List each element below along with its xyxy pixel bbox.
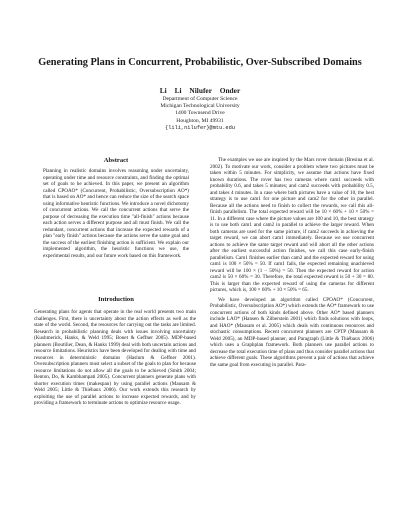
affiliation-city: Houghton, MI 49931 bbox=[176, 117, 224, 124]
algorithm-paragraph: We have developed an algorithm called CPOAO* (Concurrent, Probabilistic, Oversubscription AO*) which extends the AO* framework to use concurrent actions of both kinds defined above. Other AO* based planners include LAO* (Hansen & Zilberstein 2001) which finds solutions with loops, and HAO* (Mausam et al. 2005) which deals with continuous resources and stochastic consumptions. Recent concurrent planners are CPTP (Mausam & Weld 2005), an MDP-based planner, and Paragraph (Little & Thiébaux 2006) which uses a Graphplan framework. Both planners use parallel actions to decrease the total execution time of plans and thus consider parallel actions that achieve different goals. These algorithms prevent a pair of actions that achieve the same goal from executing in parallel. Para- bbox=[210, 296, 374, 368]
paper-authors: Li Li Nilufer Onder bbox=[159, 86, 241, 95]
author-email[interactable]: {lili,nilufer}@mtu.edu bbox=[165, 124, 235, 131]
affiliation-department: Department of Computer Science bbox=[162, 96, 238, 102]
affiliation-street: 1400 Townsend Drive bbox=[175, 110, 225, 117]
abstract-heading: Abstract bbox=[103, 157, 129, 164]
right-column bbox=[210, 157, 374, 369]
author-affiliation bbox=[130, 96, 270, 132]
paper-title: Generating Plans in Concurrent, Probabilistic, Over-Subscribed Domains bbox=[38, 57, 362, 68]
introduction-text: Generating plans for agents that operate in the real world presents two main challenges. First, there is uncertainty about the action effects as well as the state of the world. Second, the resources for carrying out the tasks are limited. Research in probabilistic planning deals with issues involving uncertainty (Kushmerick, Hanks, & Weld 1995; Bonet & Geffner 2005). MDP-based planners (Boutilier, Dean, & Hanks 1999) deal with both uncertain actions and resource limitations. Heuristics have been developed for dealing with time and resources in deterministic domains (Haslum & Geffner 2001). Oversubscription planners must select a subset of the goals to plan for because resource limitations do not allow all the goals to be achieved (Smith 2004; Benton, Do, & Kambhampati 2005). Concurrent planners generate plans with shorter execution times (makespan) by using parallel actions (Mausam & Weld 2005; Little & Thiébaux 2006). Our work extends this research by exploiting the use of parallel actions to increase expected rewards, and by providing a framework to terminate actions to optimize resource usage. bbox=[34, 309, 196, 407]
motivation-paragraph: The examples we use are inspired by the Mars rover domain (Bresina et al. 2002). To motivate our work, consider a problem where two pictures must be taken within 5 minutes. For simplicity, we assume that actions have fixed known durations. The rover has two cameras where cam1 succeeds with probability 0.6, and takes 5 minutes; and cam2 succeeds with probability 0.5, and takes 4 minutes. In a case where both pictures have a value of 10, the best strategy is to use cam1 for one picture and cam2 for the other in parallel. Because all the actions need to finish to collect the rewards, we call this all-finish parallelism. The total expected reward will be 10 × 60% + 10 × 50% = 11. In a different case where the picture values are 100 and 10, the best strategy is to use both cam1 and cam2 in parallel to achieve the larger reward. When both cameras are used for the same picture, if cam2 succeeds in achieving the target reward, we can abort cam1 immediately. Because we use concurrent actions to achieve the same target reward and will abort all the other actions after the earliest successful action finishes, we call this case early-finish parallelism. Cam1 finishes earlier than cam2 and the expected reward for using cam1 is 100 × 50% = 50. If cam1 fails, the expected remaining unachieved reward will be 100 × (1 − 50%) = 50. Then the expected reward for action cam2 is 50 × 60% = 30. Therefore, the total expected reward is 50 + 30 = 80. This is larger than the expected reward of using the cameras for different pictures, which is, 100 × 60% + 10 × 50% = 65. bbox=[210, 157, 374, 294]
abstract-text: Planning in realistic domains involves reasoning under uncertainty, operating under time and resource constraints, and finding the optimal set of goals to be achieved. In this paper, we present an algorithm called CPOAO* (Concurrent, Probabilistic, Oversubscription AO*) that is based on AO* and hence can reduce the size of the search space using informative heuristic functions. We introduce a novel dichotomy of concurrent actions. We call the concurrent actions that serve the purpose of decreasing the execution time "all-finish" actions because each action serves a different purpose and all must finish. We call the redundant, concurrent actions that increase the expected rewards of a plan "early finish" actions because the actions serve the same goal and the success of the earliest finishing action is sufficient. We explain our implemented algorithm, the heuristic functions we use, the experimental results, and our future work based on this framework. bbox=[43, 168, 189, 259]
affiliation-university: Michigan Technological University bbox=[160, 103, 240, 110]
introduction-heading: Introduction bbox=[98, 296, 134, 303]
